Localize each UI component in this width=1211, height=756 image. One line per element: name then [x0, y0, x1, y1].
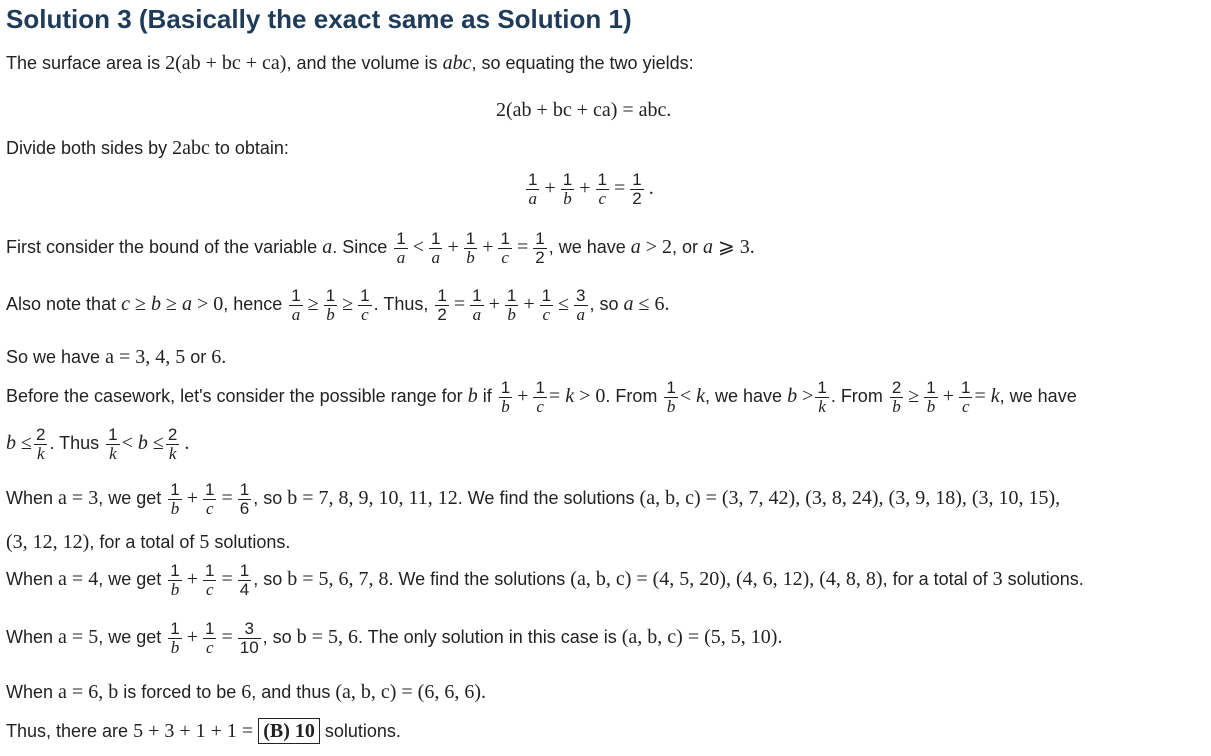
paragraph-case-a6: When a = 6, b is forced to be 6, and thus (a, b, c) = (6, 6, 6).: [6, 681, 487, 703]
paragraph-range-b: Before the casework, let's consider the possible range for b if $\frac{1}{b}$ + $\frac{1}{c}$ = k > 0. From $\frac{1}{b}$ < k, we have b > $\frac{1}{k}$ . From $\frac{2}{b}$ ≥ $\frac{1}{b}$ + $\frac{1}{c}$ = k, we have: [6, 378, 1077, 416]
paragraph-a-values: So we have a = 3, 4, 5 or 6.: [6, 346, 227, 368]
equation-reciprocals: $\frac{1}{a}$ + $\frac{1}{b}$ + $\frac{1}{c}$ = $\frac{1}{2}$ .: [528, 170, 654, 208]
paragraph-range-b-cont: b ≤ $\frac{2}{k}$ . Thus $\frac{1}{k}$ < b ≤ $\frac{2}{k}$ .: [6, 425, 190, 463]
paragraph-case-a4: When a = 4, we get $\frac{1}{b}$ + $\frac{1}{c}$ = $\frac{1}{4}$ , so b = 5, 6, 7, 8. We find the solutions (a, b, c) = (4, 5, 20), (4, 6, 12), (4, 8, 8), for a total of 3 solutions.: [6, 561, 1084, 599]
paragraph-bound-a: First consider the bound of the variable a. Since $\frac{1}{a}$ < $\frac{1}{a}$ + $\frac{1}{b}$ + $\frac{1}{c}$ = $\frac{1}{2}$ , we have a > 2, or a ⩾ 3.: [6, 229, 755, 267]
paragraph-total: Thus, there are 5 + 3 + 1 + 1 = (B) 10 solutions.: [6, 720, 401, 742]
answer-box: (B) 10: [258, 718, 320, 744]
math-volume: abc: [442, 52, 472, 74]
paragraph-case-a3-cont: (3, 12, 12), for a total of 5 solutions.: [6, 531, 291, 553]
paragraph-ordering: Also note that c ≥ b ≥ a > 0, hence $\frac{1}{a}$ ≥ $\frac{1}{b}$ ≥ $\frac{1}{c}$ . Thus, $\frac{1}{2}$ = $\frac{1}{a}$ + $\frac{1}{b}$ + $\frac{1}{c}$ ≤ $\frac{3}{a}$ , so a ≤ 6.: [6, 286, 670, 324]
paragraph-case-a3: When a = 3, we get $\frac{1}{b}$ + $\frac{1}{c}$ = $\frac{1}{6}$ , so b = 7, 8, 9, 10, 11, 12. We find the solutions (a, b, c) = (3, 7, 42), (3, 8, 24), (3, 9, 18), (3, 10, 15),: [6, 480, 1061, 518]
paragraph-case-a5: When a = 5, we get $\frac{1}{b}$ + $\frac{1}{c}$ = $\frac{3}{10}$ , so b = 5, 6. The only solution in this case is (a, b, c) = (5, 5, 10).: [6, 619, 783, 657]
equation-surface-volume: 2(ab + bc + ca) = abc.: [496, 99, 672, 121]
paragraph-divide: Divide both sides by 2abc to obtain:: [6, 137, 289, 159]
solution-title: Solution 3 (Basically the exact same as Solution 1): [6, 4, 632, 34]
paragraph-surface-area: The surface area is 2(ab + bc + ca), and the volume is abc, so equating the two yields:: [6, 52, 694, 74]
math-surface-area: 2(ab + bc + ca): [165, 52, 287, 74]
